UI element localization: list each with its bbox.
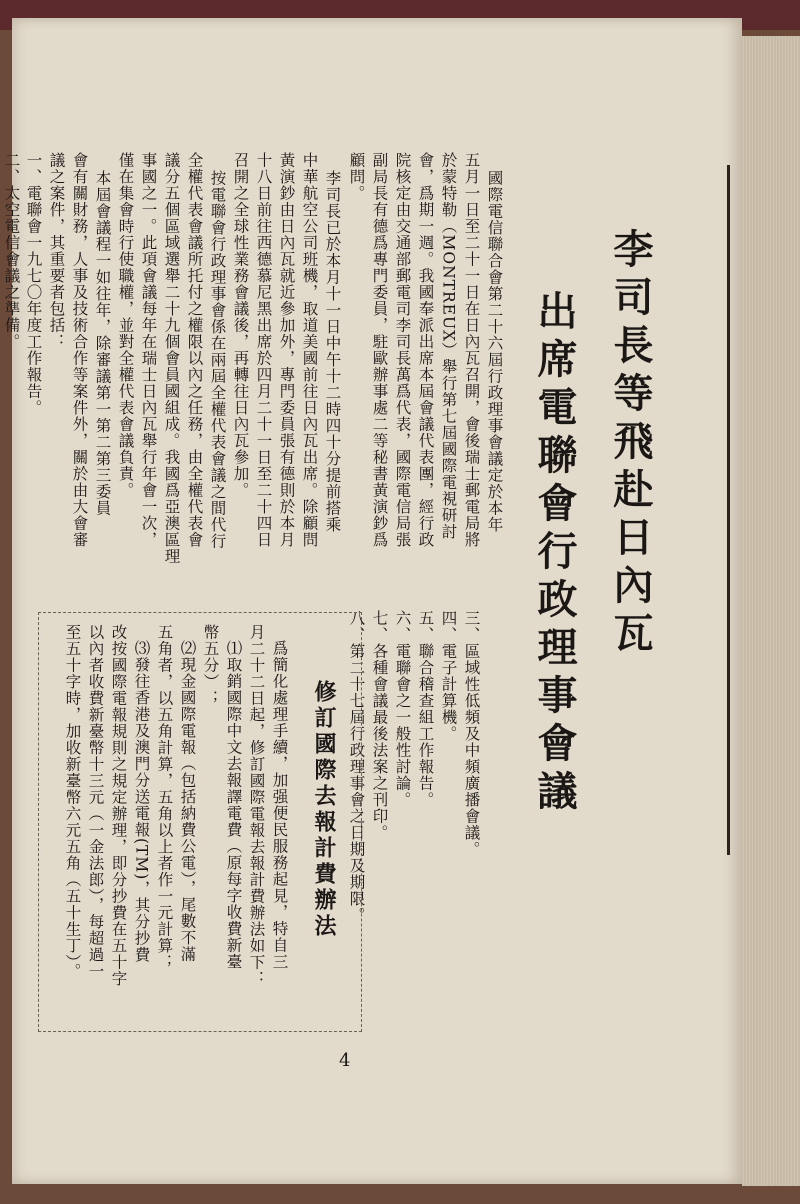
body-column: 全權代表會議所托付之權限以內之任務，由全權代表會 [185, 152, 204, 548]
body-column: 顧問。 [347, 152, 366, 202]
notice-column: ⑶發往香港及澳門分送電報(TM)，其分抄費 [132, 640, 151, 963]
divider-rule [727, 165, 730, 855]
notice-column: 以內者收費新臺幣十三元（一金法郎），每超過一 [86, 624, 105, 980]
notice-title: 修訂國際去報計費辦法 [311, 680, 336, 940]
notice-column: ⑵現金國際電報（包括納費公電），尾數不滿 [178, 640, 197, 963]
body-column: 會有關財務，人事及技術合作等案件外，關於由大會審 [70, 152, 89, 548]
notice-column: 至五十字時，加收新臺幣六元五角（五十生丁）。 [63, 624, 82, 980]
notice-column: 改按國際電報規則之規定辦理，即分抄費在五十字 [109, 624, 128, 987]
list-item: 四、電子計算機。 [439, 610, 458, 742]
body-column: 黃演鈔由日內瓦就近參加外，專門委員張有德則於本月 [277, 152, 296, 548]
body-column: 於蒙特勒（MONTREUX）舉行第七屆國際電視研討 [439, 152, 458, 541]
notice-column: 爲簡化處理手續，加强便民服務起見，特自三 [270, 640, 289, 970]
notice-column: 五角者，以五角計算，五角以上者作一元計算； [155, 624, 174, 971]
body-column: 十八日前往西德慕尼黑出席於四月二十一日至二十四日 [254, 152, 273, 548]
body-column: 國際電信聯合會第二十六屆行政理事會議定於本年 [485, 170, 504, 533]
body-column: 中華航空公司班機，取道美國前往日內瓦出席。除顧問 [300, 152, 319, 548]
list-item: 五、聯合稽查組工作報告。 [416, 610, 435, 808]
page-number: 4 [339, 1050, 351, 1071]
body-column: 院核定由交通部郵電司李司長萬爲代表，國際電信局張 [393, 152, 412, 548]
title-line-1: 李司長等飛赴日內瓦 [607, 228, 653, 660]
list-item: 六、電聯會之一般性討論。 [393, 610, 412, 808]
body-column: 一、電聯會一九七〇年度工作報告。 [24, 152, 43, 416]
body-column: 僅在集會時行使職權，並對全權代表會議負責。 [116, 152, 135, 499]
body-column: 本屆會議程一如往年，除審議第一第二第三委員 [93, 170, 112, 517]
title-line-2: 出席電聯會行政理事會議 [531, 290, 577, 818]
list-item: 三、區域性低頻及中頻廣播會議。 [462, 610, 481, 858]
body-column: 召開之全球性業務會議後，再轉往日內瓦參加。 [231, 152, 250, 499]
body-column: 議分五個區域選舉二十九個會員國組成。我國爲亞澳區理 [162, 152, 181, 565]
body-column: 議之案件，其重要者包括： [47, 152, 66, 350]
body-column: 李司長已於本月十一日中午十二時四十分提前搭乘 [323, 170, 342, 533]
body-column: 按電聯會行政理事會係在兩屆全權代表會議之間代行 [208, 170, 227, 550]
notice-column: 幣五分）； [201, 624, 220, 707]
body-column: 五月一日至二十一日在日內瓦召開，會後瑞士郵電局將 [462, 152, 481, 548]
body-column: 事國之一。此項會議每年在瑞士日內瓦舉行年會一次， [139, 152, 158, 548]
body-column: 二、太空電信會議之準備。 [2, 152, 21, 350]
notice-column: ⑴取銷國際中文去報譯電費（原每字收費新臺 [224, 640, 243, 970]
list-item: 七、各種會議最後法案之刊印。 [370, 610, 389, 841]
notice-column: 月二十二日起，修訂國際電報去報計費辦法如下： [247, 624, 266, 987]
body-column: 副局長有德爲專門委員，駐歐辦事處二等秘書黃演鈔爲 [370, 152, 389, 548]
page-edges [742, 36, 800, 1186]
list-item: 八、第二十七屆行政理事會之日期及期限。 [347, 610, 366, 924]
body-column: 會，爲期一週。我國奉派出席本屆會議代表團，經行政 [416, 152, 435, 548]
